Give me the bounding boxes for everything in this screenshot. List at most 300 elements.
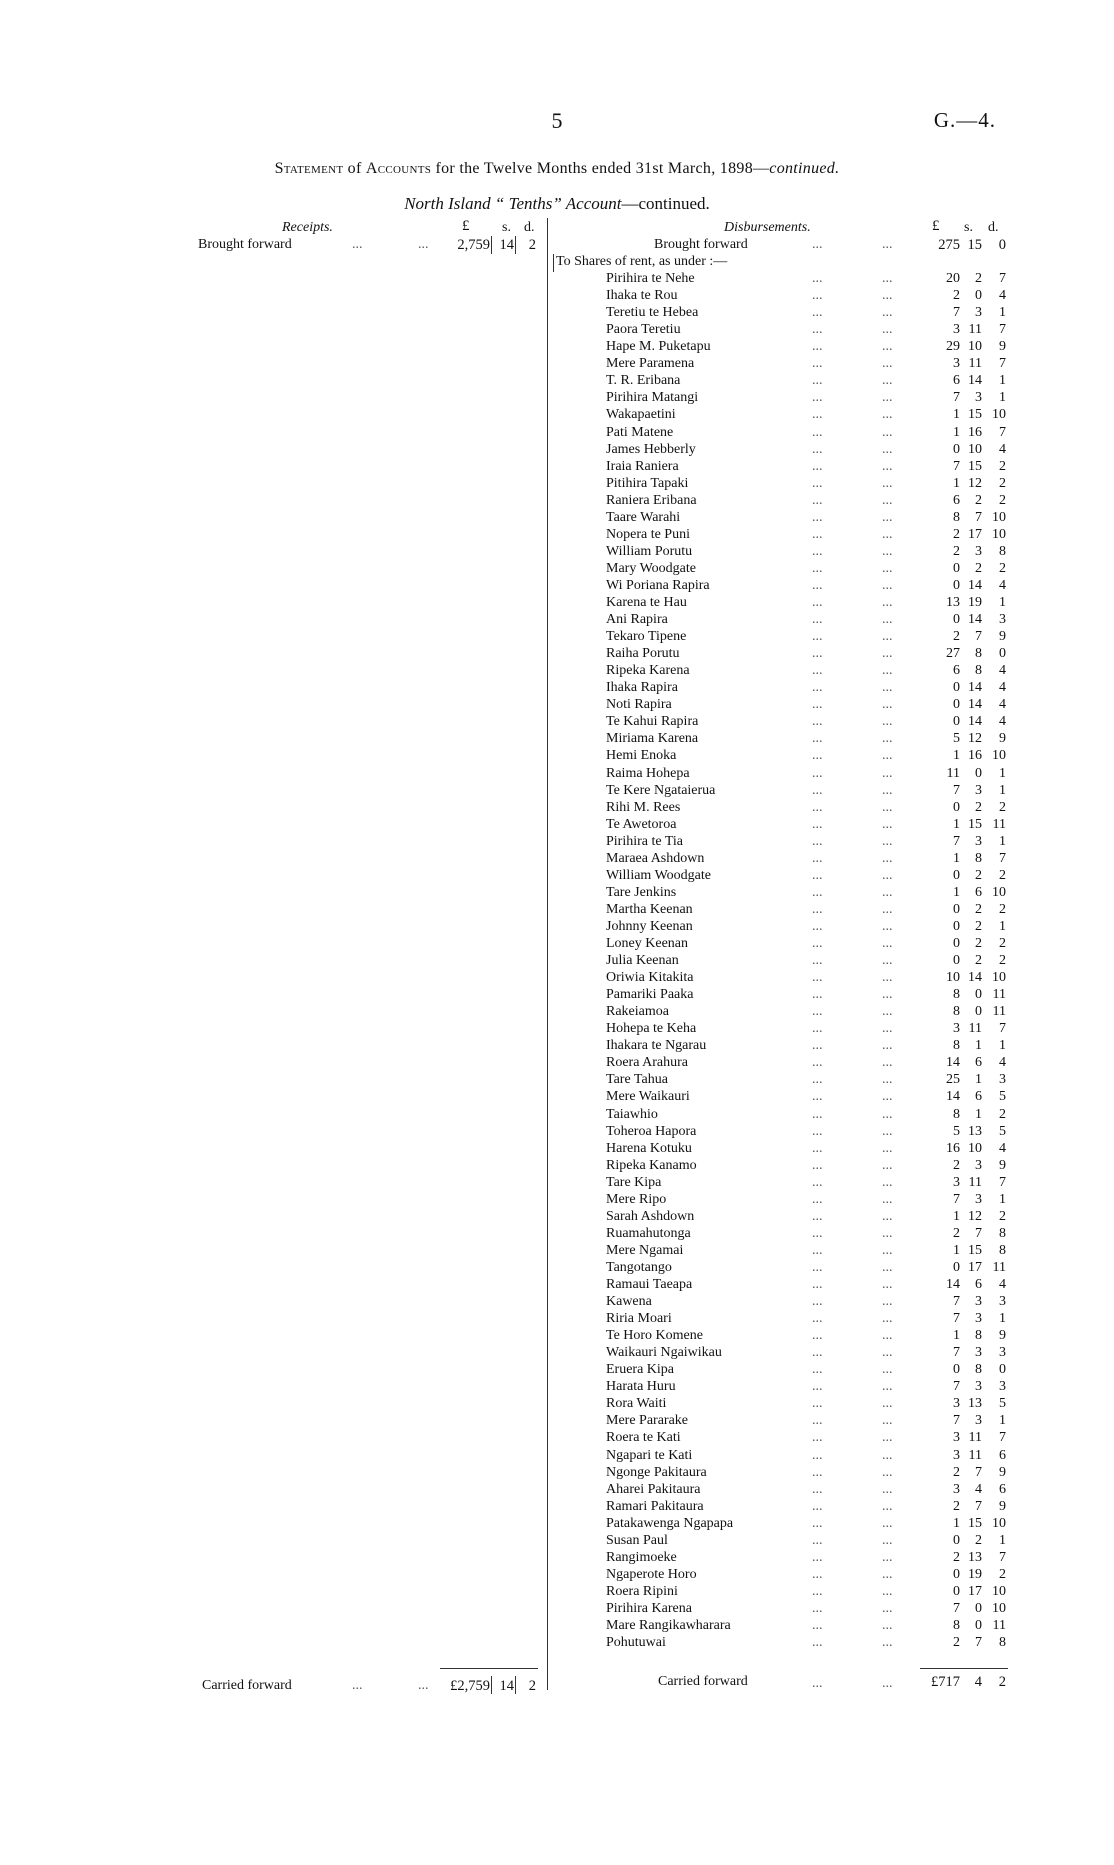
leader-dots: ... bbox=[812, 714, 823, 730]
leader-dots: ... bbox=[812, 1635, 823, 1650]
leader-dots: ... bbox=[812, 543, 823, 559]
leader-dots: ... bbox=[882, 424, 893, 440]
page-number: 5 bbox=[551, 108, 563, 133]
disbursement-row bbox=[0, 288, 1114, 305]
leader-dots: ... bbox=[882, 970, 893, 986]
amount-shillings: 13 bbox=[968, 1549, 982, 1565]
amount-shillings: 17 bbox=[968, 1259, 982, 1275]
leader-dots: ... bbox=[812, 1566, 823, 1582]
leader-dots: ... bbox=[812, 305, 823, 321]
receipts-total-rule bbox=[440, 1668, 538, 1669]
leader-dots: ... bbox=[882, 731, 893, 747]
amount-shillings: 3 bbox=[975, 390, 982, 406]
leader-dots: ... bbox=[882, 1396, 893, 1412]
amount-shillings: 7 bbox=[975, 629, 982, 644]
disbursement-row bbox=[0, 766, 1114, 783]
receipts-carried-pounds: £2,759 bbox=[450, 1678, 490, 1694]
amount-shillings: 7 bbox=[975, 1464, 982, 1480]
leader-dots: ... bbox=[812, 1328, 823, 1344]
amount-pounds: 8 bbox=[953, 987, 960, 1003]
receipts-shillings-rule-bottom bbox=[515, 1676, 516, 1694]
leader-dots: ... bbox=[882, 1208, 893, 1224]
leader-dots: ... bbox=[882, 322, 893, 338]
amount-pounds: 1 bbox=[953, 850, 960, 866]
disbursement-row bbox=[0, 783, 1114, 800]
payee-name: Martha Keenan bbox=[606, 901, 693, 917]
amount-pence: 0 bbox=[999, 1362, 1006, 1378]
disbursement-row bbox=[0, 646, 1114, 663]
payee-name: Ani Rapira bbox=[606, 612, 668, 627]
leader-dots: ... bbox=[882, 816, 893, 832]
payee-name: Paora Teretiu bbox=[606, 322, 681, 338]
amount-shillings: 8 bbox=[975, 1328, 982, 1344]
amount-shillings: 0 bbox=[975, 765, 982, 781]
amount-pence: 8 bbox=[999, 543, 1006, 559]
amount-pounds: 2 bbox=[953, 1549, 960, 1565]
disbursements-heading: Disbursements. bbox=[724, 220, 811, 235]
leader-dots: ... bbox=[812, 1498, 823, 1514]
payee-name: Taare Warahi bbox=[606, 509, 681, 525]
amount-shillings: 2 bbox=[975, 271, 982, 286]
disbursement-row bbox=[0, 1362, 1114, 1379]
amount-shillings: 2 bbox=[975, 560, 982, 576]
disbursement-row bbox=[0, 714, 1114, 731]
leader-dots: ... bbox=[882, 458, 893, 474]
payee-name: Maraea Ashdown bbox=[606, 850, 705, 866]
amount-shillings: 6 bbox=[975, 1055, 982, 1071]
amount-pence: 8 bbox=[999, 1635, 1006, 1650]
leader-dots: ... bbox=[882, 1106, 893, 1122]
payee-name: Patakawenga Ngapapa bbox=[606, 1515, 734, 1531]
amount-pounds: 10 bbox=[946, 970, 960, 986]
disbursement-row bbox=[0, 612, 1114, 629]
payee-name: Ngapari te Kati bbox=[606, 1447, 693, 1463]
leader-dots: ... bbox=[812, 765, 823, 781]
payee-name: Ngonge Pakitaura bbox=[606, 1464, 707, 1480]
payee-name: Harena Kotuku bbox=[606, 1140, 692, 1156]
disbursement-row bbox=[0, 1277, 1114, 1294]
amount-shillings: 14 bbox=[968, 697, 982, 713]
amount-pounds: 13 bbox=[946, 595, 960, 610]
disbursements-carried-dots-2: ... bbox=[882, 1676, 893, 1691]
leader-dots: ... bbox=[812, 1345, 823, 1361]
amount-pounds: 0 bbox=[953, 560, 960, 576]
amount-pounds: 20 bbox=[946, 271, 960, 286]
amount-shillings: 2 bbox=[975, 1532, 982, 1548]
leader-dots: ... bbox=[812, 970, 823, 986]
receipts-brought-dots-1: ... bbox=[352, 237, 363, 252]
leader-dots: ... bbox=[812, 1532, 823, 1548]
amount-pence: 3 bbox=[999, 1345, 1006, 1361]
amount-pounds: 0 bbox=[953, 612, 960, 627]
payee-name: Hohepa te Keha bbox=[606, 1021, 697, 1037]
amount-pounds: 16 bbox=[946, 1140, 960, 1156]
leader-dots: ... bbox=[812, 390, 823, 406]
leader-dots: ... bbox=[812, 1311, 823, 1326]
amount-shillings: 16 bbox=[968, 748, 982, 764]
disbursement-row bbox=[0, 1601, 1114, 1618]
leader-dots: ... bbox=[882, 1532, 893, 1548]
amount-pounds: 1 bbox=[953, 748, 960, 764]
amount-pounds: 1 bbox=[953, 424, 960, 440]
amount-pounds: 1 bbox=[953, 1515, 960, 1531]
disbursement-row bbox=[0, 322, 1114, 339]
amount-pounds: 7 bbox=[953, 458, 960, 474]
amount-pence: 5 bbox=[999, 1089, 1006, 1105]
account-name: North Island “ Tenths” Account bbox=[404, 194, 622, 213]
receipts-pounds-header: £ bbox=[462, 218, 470, 234]
disbursement-row bbox=[0, 1038, 1114, 1055]
amount-pounds: 14 bbox=[946, 1055, 960, 1071]
leader-dots: ... bbox=[882, 1566, 893, 1582]
disbursement-row bbox=[0, 800, 1114, 817]
amount-pounds: 0 bbox=[953, 918, 960, 934]
amount-shillings: 0 bbox=[975, 987, 982, 1003]
leader-dots: ... bbox=[812, 1379, 823, 1395]
disbursement-row bbox=[0, 1550, 1114, 1567]
leader-dots: ... bbox=[882, 305, 893, 321]
disbursements-carried-pounds: £717 bbox=[931, 1674, 960, 1690]
leader-dots: ... bbox=[812, 1294, 823, 1309]
amount-shillings: 11 bbox=[968, 356, 982, 372]
leader-dots: ... bbox=[882, 373, 893, 389]
leader-dots: ... bbox=[882, 1618, 893, 1633]
amount-pence: 9 bbox=[999, 339, 1006, 355]
leader-dots: ... bbox=[882, 629, 893, 644]
disbursement-row bbox=[0, 544, 1114, 561]
amount-shillings: 6 bbox=[975, 1089, 982, 1105]
payee-name: Sarah Ashdown bbox=[606, 1208, 695, 1224]
amount-pence: 10 bbox=[992, 509, 1006, 525]
amount-pence: 1 bbox=[999, 918, 1006, 934]
disbursement-row bbox=[0, 868, 1114, 885]
amount-shillings: 11 bbox=[968, 1430, 982, 1446]
leader-dots: ... bbox=[812, 901, 823, 917]
payee-name: Wakapaetini bbox=[606, 407, 676, 423]
leader-dots: ... bbox=[882, 850, 893, 866]
disbursement-row bbox=[0, 629, 1114, 646]
amount-pounds: 0 bbox=[953, 799, 960, 815]
leader-dots: ... bbox=[882, 953, 893, 968]
leader-dots: ... bbox=[812, 1157, 823, 1173]
amount-pence: 1 bbox=[999, 1311, 1006, 1326]
amount-pounds: 0 bbox=[953, 1362, 960, 1378]
leader-dots: ... bbox=[812, 782, 823, 798]
payee-name: Rakeiamoa bbox=[606, 1004, 669, 1020]
amount-pence: 0 bbox=[999, 646, 1006, 662]
disbursement-row bbox=[0, 817, 1114, 834]
amount-pounds: 7 bbox=[953, 1413, 960, 1429]
amount-pence: 10 bbox=[992, 526, 1006, 542]
disbursement-row bbox=[0, 1584, 1114, 1601]
amount-shillings: 13 bbox=[968, 1396, 982, 1412]
payee-name: Harata Huru bbox=[606, 1379, 676, 1395]
disbursement-row bbox=[0, 1192, 1114, 1209]
payee-name: Ruamahutonga bbox=[606, 1225, 691, 1241]
disbursement-row bbox=[0, 1465, 1114, 1482]
amount-pence: 9 bbox=[999, 1328, 1006, 1344]
title-accounts-word: Accounts bbox=[365, 160, 432, 177]
leader-dots: ... bbox=[882, 1583, 893, 1599]
amount-pence: 1 bbox=[999, 1038, 1006, 1054]
amount-pence: 10 bbox=[992, 1515, 1006, 1531]
leader-dots: ... bbox=[812, 663, 823, 679]
leader-dots: ... bbox=[812, 646, 823, 662]
disbursements-brought-shillings: 15 bbox=[967, 237, 982, 253]
disbursement-row bbox=[0, 1089, 1114, 1106]
amount-pounds: 6 bbox=[953, 373, 960, 389]
amount-pounds: 2 bbox=[953, 1635, 960, 1650]
leader-dots: ... bbox=[882, 1294, 893, 1309]
amount-pence: 10 bbox=[992, 970, 1006, 986]
amount-pence: 1 bbox=[999, 782, 1006, 798]
leader-dots: ... bbox=[812, 288, 823, 304]
disbursements-total-rule bbox=[920, 1668, 1008, 1669]
amount-shillings: 14 bbox=[968, 714, 982, 730]
disbursement-row bbox=[0, 1055, 1114, 1072]
leader-dots: ... bbox=[882, 1498, 893, 1514]
amount-shillings: 2 bbox=[975, 867, 982, 883]
leader-dots: ... bbox=[812, 987, 823, 1003]
amount-shillings: 2 bbox=[975, 936, 982, 951]
amount-shillings: 1 bbox=[975, 1106, 982, 1122]
leader-dots: ... bbox=[812, 1225, 823, 1241]
leader-dots: ... bbox=[882, 1038, 893, 1054]
amount-pounds: 1 bbox=[953, 1208, 960, 1224]
disbursement-row bbox=[0, 1499, 1114, 1516]
leader-dots: ... bbox=[812, 731, 823, 747]
leader-dots: ... bbox=[882, 1311, 893, 1326]
leader-dots: ... bbox=[882, 663, 893, 679]
leader-dots: ... bbox=[882, 1157, 893, 1173]
amount-shillings: 10 bbox=[968, 441, 982, 457]
leader-dots: ... bbox=[812, 1277, 823, 1292]
disbursement-row bbox=[0, 1226, 1114, 1243]
amount-shillings: 12 bbox=[968, 731, 982, 747]
disbursement-row bbox=[0, 339, 1114, 356]
leader-dots: ... bbox=[812, 373, 823, 389]
receipts-heading: Receipts. bbox=[282, 220, 333, 235]
payee-name: Mare Rangikawharara bbox=[606, 1618, 731, 1633]
disbursement-row bbox=[0, 748, 1114, 765]
leader-dots: ... bbox=[812, 1447, 823, 1463]
payee-name: Mary Woodgate bbox=[606, 560, 696, 576]
leader-dots: ... bbox=[812, 629, 823, 644]
amount-pounds: 8 bbox=[953, 1106, 960, 1122]
amount-shillings: 3 bbox=[975, 1379, 982, 1395]
receipts-shillings-header: s. bbox=[502, 220, 511, 235]
amount-shillings: 15 bbox=[968, 407, 982, 423]
amount-pounds: 3 bbox=[953, 1174, 960, 1190]
leader-dots: ... bbox=[882, 1140, 893, 1156]
amount-pence: 10 bbox=[992, 748, 1006, 764]
amount-shillings: 11 bbox=[968, 1174, 982, 1190]
payee-name: Mere Pararake bbox=[606, 1413, 689, 1429]
amount-pence: 7 bbox=[999, 271, 1006, 286]
amount-pence: 2 bbox=[999, 492, 1006, 508]
amount-pounds: 7 bbox=[953, 1345, 960, 1361]
leader-dots: ... bbox=[882, 407, 893, 423]
amount-pence: 7 bbox=[999, 356, 1006, 372]
leader-dots: ... bbox=[882, 782, 893, 798]
title-statement-word: Statement bbox=[274, 160, 344, 177]
disbursement-row bbox=[0, 936, 1114, 953]
amount-pence: 7 bbox=[999, 1021, 1006, 1037]
disbursement-row bbox=[0, 731, 1114, 748]
amount-shillings: 10 bbox=[968, 1140, 982, 1156]
payee-name: Mere Ripo bbox=[606, 1191, 667, 1207]
disbursements-brought-pounds: 275 bbox=[938, 237, 960, 253]
receipts-pence-header: d. bbox=[524, 220, 535, 235]
disbursement-row bbox=[0, 1482, 1114, 1499]
leader-dots: ... bbox=[882, 1123, 893, 1139]
amount-pence: 1 bbox=[999, 1413, 1006, 1429]
leader-dots: ... bbox=[882, 288, 893, 304]
amount-pounds: 11 bbox=[946, 765, 960, 781]
leader-dots: ... bbox=[812, 1600, 823, 1616]
payee-name: Ramari Pakitaura bbox=[606, 1498, 704, 1514]
amount-shillings: 14 bbox=[968, 680, 982, 696]
amount-shillings: 15 bbox=[968, 458, 982, 474]
leader-dots: ... bbox=[812, 850, 823, 866]
disbursement-row bbox=[0, 1413, 1114, 1430]
leader-dots: ... bbox=[882, 577, 893, 593]
amount-pence: 4 bbox=[999, 697, 1006, 713]
disbursements-brought-dots-2: ... bbox=[882, 237, 893, 252]
payee-name: Rihi M. Rees bbox=[606, 799, 681, 815]
amount-shillings: 1 bbox=[975, 1072, 982, 1088]
leader-dots: ... bbox=[882, 475, 893, 491]
amount-pence: 1 bbox=[999, 595, 1006, 610]
amount-pounds: 0 bbox=[953, 1259, 960, 1275]
disbursement-row bbox=[0, 356, 1114, 373]
amount-pounds: 1 bbox=[953, 1242, 960, 1258]
leader-dots: ... bbox=[882, 918, 893, 934]
amount-pounds: 2 bbox=[953, 288, 960, 304]
disbursements-brought-dots-1: ... bbox=[812, 237, 823, 252]
leader-dots: ... bbox=[882, 714, 893, 730]
amount-shillings: 8 bbox=[975, 646, 982, 662]
leader-dots: ... bbox=[812, 697, 823, 713]
leader-dots: ... bbox=[812, 1191, 823, 1207]
payee-name: Pati Matene bbox=[606, 424, 674, 440]
amount-shillings: 11 bbox=[968, 322, 982, 338]
leader-dots: ... bbox=[882, 1600, 893, 1616]
leader-dots: ... bbox=[812, 1072, 823, 1088]
title-continued: continued. bbox=[769, 160, 840, 177]
amount-pounds: 3 bbox=[953, 1396, 960, 1412]
amount-pounds: 7 bbox=[953, 782, 960, 798]
leader-dots: ... bbox=[882, 1225, 893, 1241]
amount-pounds: 2 bbox=[953, 526, 960, 542]
amount-pence: 11 bbox=[992, 1259, 1006, 1275]
statement-title bbox=[0, 160, 1114, 178]
amount-pence: 1 bbox=[999, 373, 1006, 389]
leader-dots: ... bbox=[812, 1038, 823, 1054]
leader-dots: ... bbox=[882, 1089, 893, 1105]
amount-pounds: 5 bbox=[953, 1123, 960, 1139]
payee-name: Tare Tahua bbox=[606, 1072, 668, 1088]
amount-pounds: 14 bbox=[946, 1089, 960, 1105]
leader-dots: ... bbox=[812, 322, 823, 338]
leader-dots: ... bbox=[812, 1618, 823, 1633]
leader-dots: ... bbox=[812, 1259, 823, 1275]
leader-dots: ... bbox=[882, 492, 893, 508]
amount-pence: 7 bbox=[999, 1549, 1006, 1565]
disbursement-row bbox=[0, 1345, 1114, 1362]
amount-pence: 11 bbox=[992, 816, 1006, 832]
amount-shillings: 4 bbox=[975, 1481, 982, 1497]
amount-pounds: 6 bbox=[953, 492, 960, 508]
amount-pounds: 1 bbox=[953, 407, 960, 423]
amount-pounds: 29 bbox=[946, 339, 960, 355]
amount-pence: 11 bbox=[992, 1618, 1006, 1633]
disbursement-row bbox=[0, 1328, 1114, 1345]
disbursement-row bbox=[0, 305, 1114, 322]
amount-pounds: 0 bbox=[953, 441, 960, 457]
leader-dots: ... bbox=[882, 1277, 893, 1292]
disbursement-row bbox=[0, 1141, 1114, 1158]
payee-name: Aharei Pakitaura bbox=[606, 1481, 701, 1497]
disbursement-row bbox=[0, 459, 1114, 476]
amount-shillings: 15 bbox=[968, 816, 982, 832]
amount-shillings: 3 bbox=[975, 1311, 982, 1326]
amount-pounds: 25 bbox=[946, 1072, 960, 1088]
disbursement-row bbox=[0, 595, 1114, 612]
payee-name: Pirihira Karena bbox=[606, 1600, 692, 1616]
leader-dots: ... bbox=[882, 765, 893, 781]
disbursement-row bbox=[0, 987, 1114, 1004]
disbursements-carried-shillings: 4 bbox=[974, 1674, 982, 1690]
amount-pence: 2 bbox=[999, 458, 1006, 474]
amount-pence: 10 bbox=[992, 407, 1006, 423]
disbursement-row bbox=[0, 970, 1114, 987]
receipts-carried-pence: 2 bbox=[528, 1678, 536, 1694]
leader-dots: ... bbox=[882, 509, 893, 525]
disbursement-row bbox=[0, 1311, 1114, 1328]
leader-dots: ... bbox=[812, 526, 823, 542]
amount-shillings: 1 bbox=[975, 1038, 982, 1054]
amount-shillings: 11 bbox=[968, 1447, 982, 1463]
amount-shillings: 6 bbox=[975, 1277, 982, 1292]
leader-dots: ... bbox=[812, 509, 823, 525]
disbursements-pence-header: d. bbox=[988, 220, 999, 235]
amount-shillings: 3 bbox=[975, 1191, 982, 1207]
amount-shillings: 2 bbox=[975, 901, 982, 917]
payee-name: Noti Rapira bbox=[606, 697, 672, 713]
disbursement-row bbox=[0, 1209, 1114, 1226]
amount-pounds: 0 bbox=[953, 936, 960, 951]
disbursement-row bbox=[0, 1430, 1114, 1447]
leader-dots: ... bbox=[812, 1055, 823, 1071]
payee-name: Susan Paul bbox=[606, 1532, 668, 1548]
amount-pounds: 7 bbox=[953, 1311, 960, 1326]
amount-pounds: 2 bbox=[953, 1464, 960, 1480]
amount-shillings: 8 bbox=[975, 663, 982, 679]
amount-pounds: 3 bbox=[953, 1021, 960, 1037]
payee-name: Nopera te Puni bbox=[606, 526, 690, 542]
leader-dots: ... bbox=[882, 1328, 893, 1344]
payee-name: Rora Waiti bbox=[606, 1396, 667, 1412]
amount-pence: 1 bbox=[999, 390, 1006, 406]
amount-pounds: 0 bbox=[953, 953, 960, 968]
amount-pence: 7 bbox=[999, 424, 1006, 440]
amount-shillings: 3 bbox=[975, 1413, 982, 1429]
leader-dots: ... bbox=[812, 1362, 823, 1378]
amount-pence: 7 bbox=[999, 1430, 1006, 1446]
amount-pounds: 3 bbox=[953, 1481, 960, 1497]
document-reference: G.—4. bbox=[933, 108, 996, 132]
